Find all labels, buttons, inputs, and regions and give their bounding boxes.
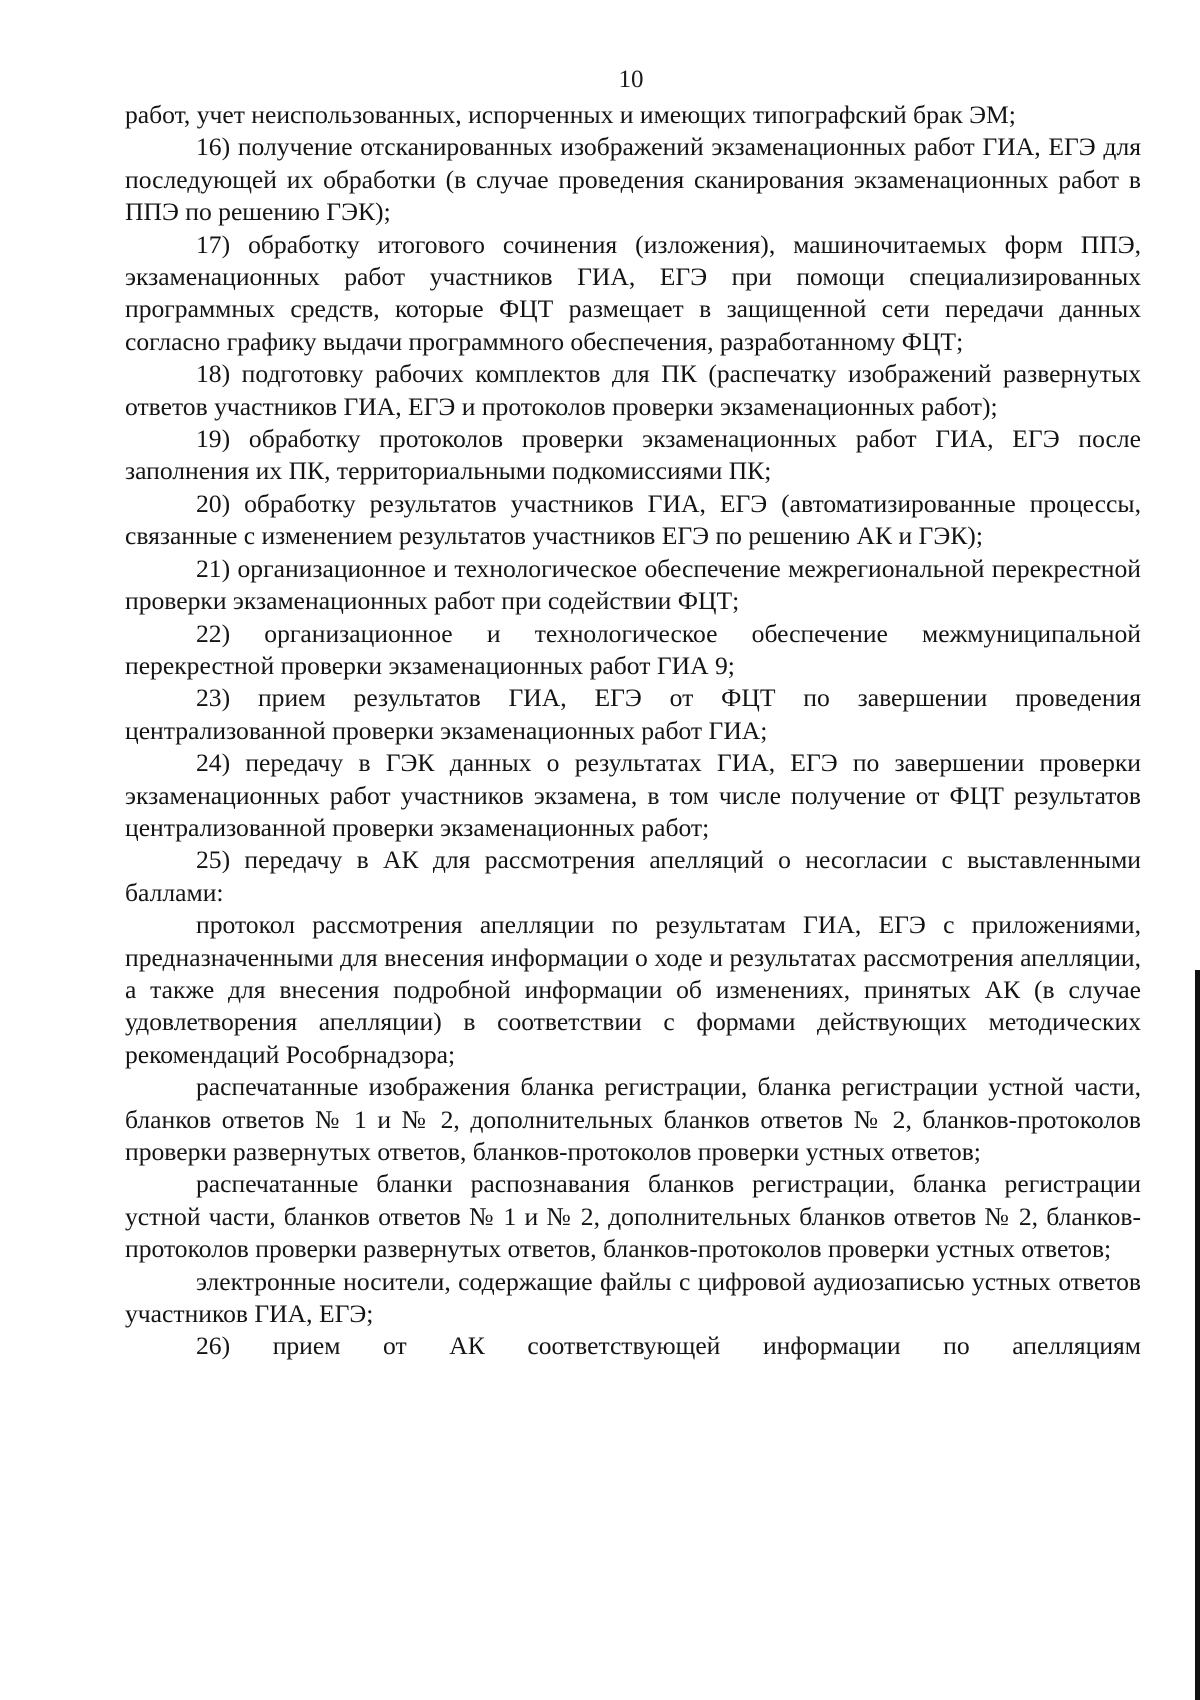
paragraph-appeal-protocol: протокол рассмотрения апелляции по результатам ГИА, ЕГЭ с приложениями, предназначенными для внесения информации о ходе и результатах рассмотрения апелляции, а также для внесения подробной информации об изменениях, принятых АК (в случае удовлетворения апелляции) в соответствии с формами действующих методических рекомендаций Рособрнадзора; xyxy=(125,910,1141,1069)
body-text xyxy=(125,99,1141,1363)
paragraph-item-21: 21) организационное и технологическое обеспечение межрегиональной перекрестной проверки экзаменационных работ при содействии ФЦТ; xyxy=(125,553,1141,616)
paragraph-item-25: 25) передачу в АК для рассмотрения апелляций о несогласии с выставленными баллами: xyxy=(125,845,1141,907)
paragraph-printed-recognition-forms: распечатанные бланки распознавания бланков регистрации, бланка регистрации устной части, бланков ответов № 1 и № 2, дополнительных бланков ответов № 2, бланков-протоколов проверки развернутых ответов, бланков-протоколов проверки устных ответов; xyxy=(125,1169,1141,1264)
paragraph-item-16: 16) получение отсканированных изображений экзаменационных работ ГИА, ЕГЭ для последующей их обработки (в случае проведения сканирования экзаменационных работ в ППЭ по решению ГЭК); xyxy=(125,132,1141,227)
paragraph-item-17: 17) обработку итогового сочинения (изложения), машиночитаемых форм ППЭ, экзаменационных работ участников ГИА, ЕГЭ при помощи специализированных программных средств, которые ФЦТ размещает в защищенной сети передачи данных согласно графику выдачи программного обеспечения, разработанному ФЦТ; xyxy=(125,229,1141,356)
paragraph-electronic-media: электронные носители, содержащие файлы с цифровой аудиозаписью устных ответов участников ГИА, ЕГЭ; xyxy=(125,1266,1141,1329)
paragraph-item-18: 18) подготовку рабочих комплектов для ПК (распечатку изображений развернутых ответов участников ГИА, ЕГЭ и протоколов проверки экзаменационных работ); xyxy=(125,359,1141,421)
paragraph-item-26: 26) прием от АК соответствующей информации по апелляциям xyxy=(196,1331,1141,1361)
scan-edge-line xyxy=(1195,970,1200,1700)
paragraph-continuation: работ, учет неиспользованных, испорченных и имеющих типографский брак ЭМ; xyxy=(125,100,1016,129)
paragraph-item-24: 24) передачу в ГЭК данных о результатах ГИА, ЕГЭ по завершении проверки экзаменационных работ участников экзамена, в том числе получение от ФЦТ результатов централизованной проверки экзаменационных работ; xyxy=(125,748,1141,842)
page-number: 10 xyxy=(618,66,644,93)
paragraph-item-20: 20) обработку результатов участников ГИА, ЕГЭ (автоматизированные процессы, связанные с изменением результатов участников ЕГЭ по решению АК и ГЭК); xyxy=(125,488,1141,551)
paragraph-item-22: 22) организационное и технологическое обеспечение межмуниципальной перекрестной проверки экзаменационных работ ГИА 9; xyxy=(125,618,1141,680)
paragraph-printed-images: распечатанные изображения бланка регистрации, бланка регистрации устной части, бланков ответов № 1 и № 2, дополнительных бланков ответов № 2, бланков-протоколов проверки развернутых ответов, бланков-протоколов проверки устных ответов; xyxy=(125,1072,1141,1166)
paragraph-item-23: 23) прием результатов ГИА, ЕГЭ от ФЦТ по завершении проведения централизованной проверки экзаменационных работ ГИА; xyxy=(125,683,1141,745)
paragraph-item-19: 19) обработку протоколов проверки экзаменационных работ ГИА, ЕГЭ после заполнения их ПК, территориальными подкомиссиями ПК; xyxy=(125,424,1141,486)
